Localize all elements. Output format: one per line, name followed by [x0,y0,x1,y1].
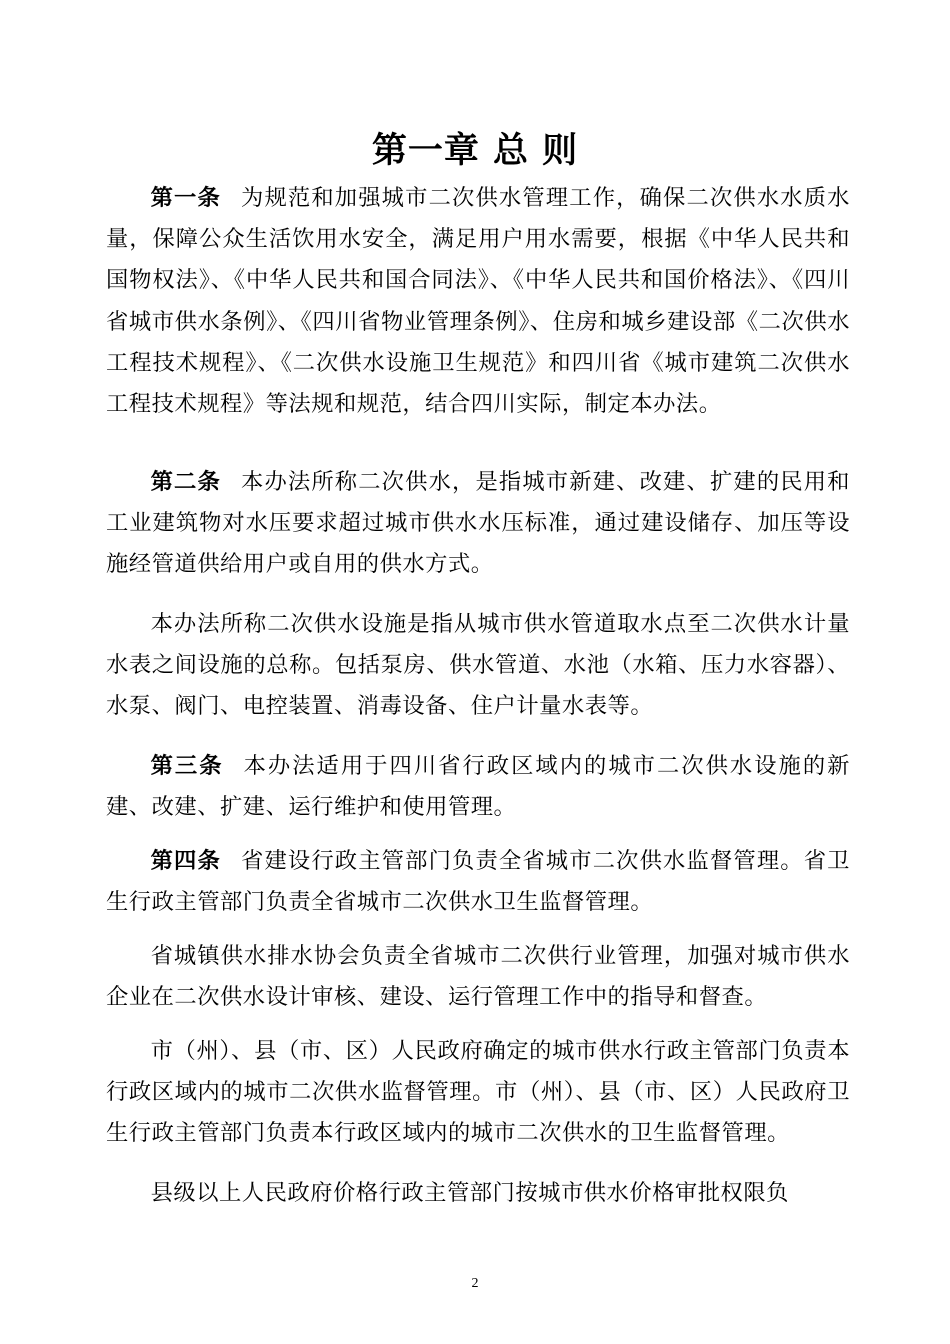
article-text: 为规范和加强城市二次供水管理工作，确保二次供水水质水量，保障公众生活饮用水安全，满足用户用水需要，根据《中华人民共和国物权法》、《中华人民共和国合同法》、《中华人民共和国价格法》、《四川省城市供水条例》、《四川省物业管理条例》、住房和城乡建设部《二次供水工程技术规程》、《二次供水设施卫生规范》和四川省《城市建筑二次供水工程技术规程》等法规和规范，结合四川实际，制定本办法。 [106,185,850,418]
page-number: 2 [471,1276,479,1291]
paragraph-text: 市（州）、县（市、区）人民政府确定的城市供水行政主管部门负责本行政区域内的城市二次供水监督管理。市（州）、县（市、区）人民政府卫生行政主管部门负责本行政区域内的城市二次供水的卫生监督管理。 [106,1038,850,1147]
article-2-continuation-paragraph [106,604,850,728]
article-4-association-paragraph [106,936,850,1018]
article-text: 本办法所称二次供水，是指城市新建、改建、扩建的民用和工业建筑物对水压要求超过城市供水水压标准，通过建设储存、加压等设施经管道供给用户或自用的供水方式。 [106,469,850,578]
article-3-paragraph [106,746,850,828]
article-number: 第三条 [150,753,224,779]
article-4-local-government-paragraph [106,1031,850,1155]
article-1-paragraph [106,178,850,425]
article-text: 本办法适用于四川省行政区域内的城市二次供水设施的新建、改建、扩建、运行维护和使用管理。 [106,753,850,821]
paragraph-text: 本办法所称二次供水设施是指从城市供水管道取水点至二次供水计量水表之间设施的总称。包括泵房、供水管道、水池（水箱、压力水容器）、水泵、阀门、电控装置、消毒设备、住户计量水表等。 [106,611,850,720]
article-4-price-paragraph [106,1173,850,1214]
paragraph-text: 县级以上人民政府价格行政主管部门按城市供水价格审批权限负 [150,1180,789,1206]
article-number: 第一条 [150,185,221,211]
article-2-paragraph [106,462,850,586]
paragraph-text: 省城镇供水排水协会负责全省城市二次供行业管理，加强对城市供水企业在二次供水设计审核、建设、运行管理工作中的指导和督查。 [106,943,850,1011]
article-text: 省建设行政主管部门负责全省城市二次供水监督管理。省卫生行政主管部门负责全省城市二次供水卫生监督管理。 [106,848,850,916]
article-number: 第二条 [150,469,221,495]
article-4-paragraph [106,841,850,923]
article-number: 第四条 [150,848,221,874]
chapter-title: 第一章 总 则 [371,131,579,171]
